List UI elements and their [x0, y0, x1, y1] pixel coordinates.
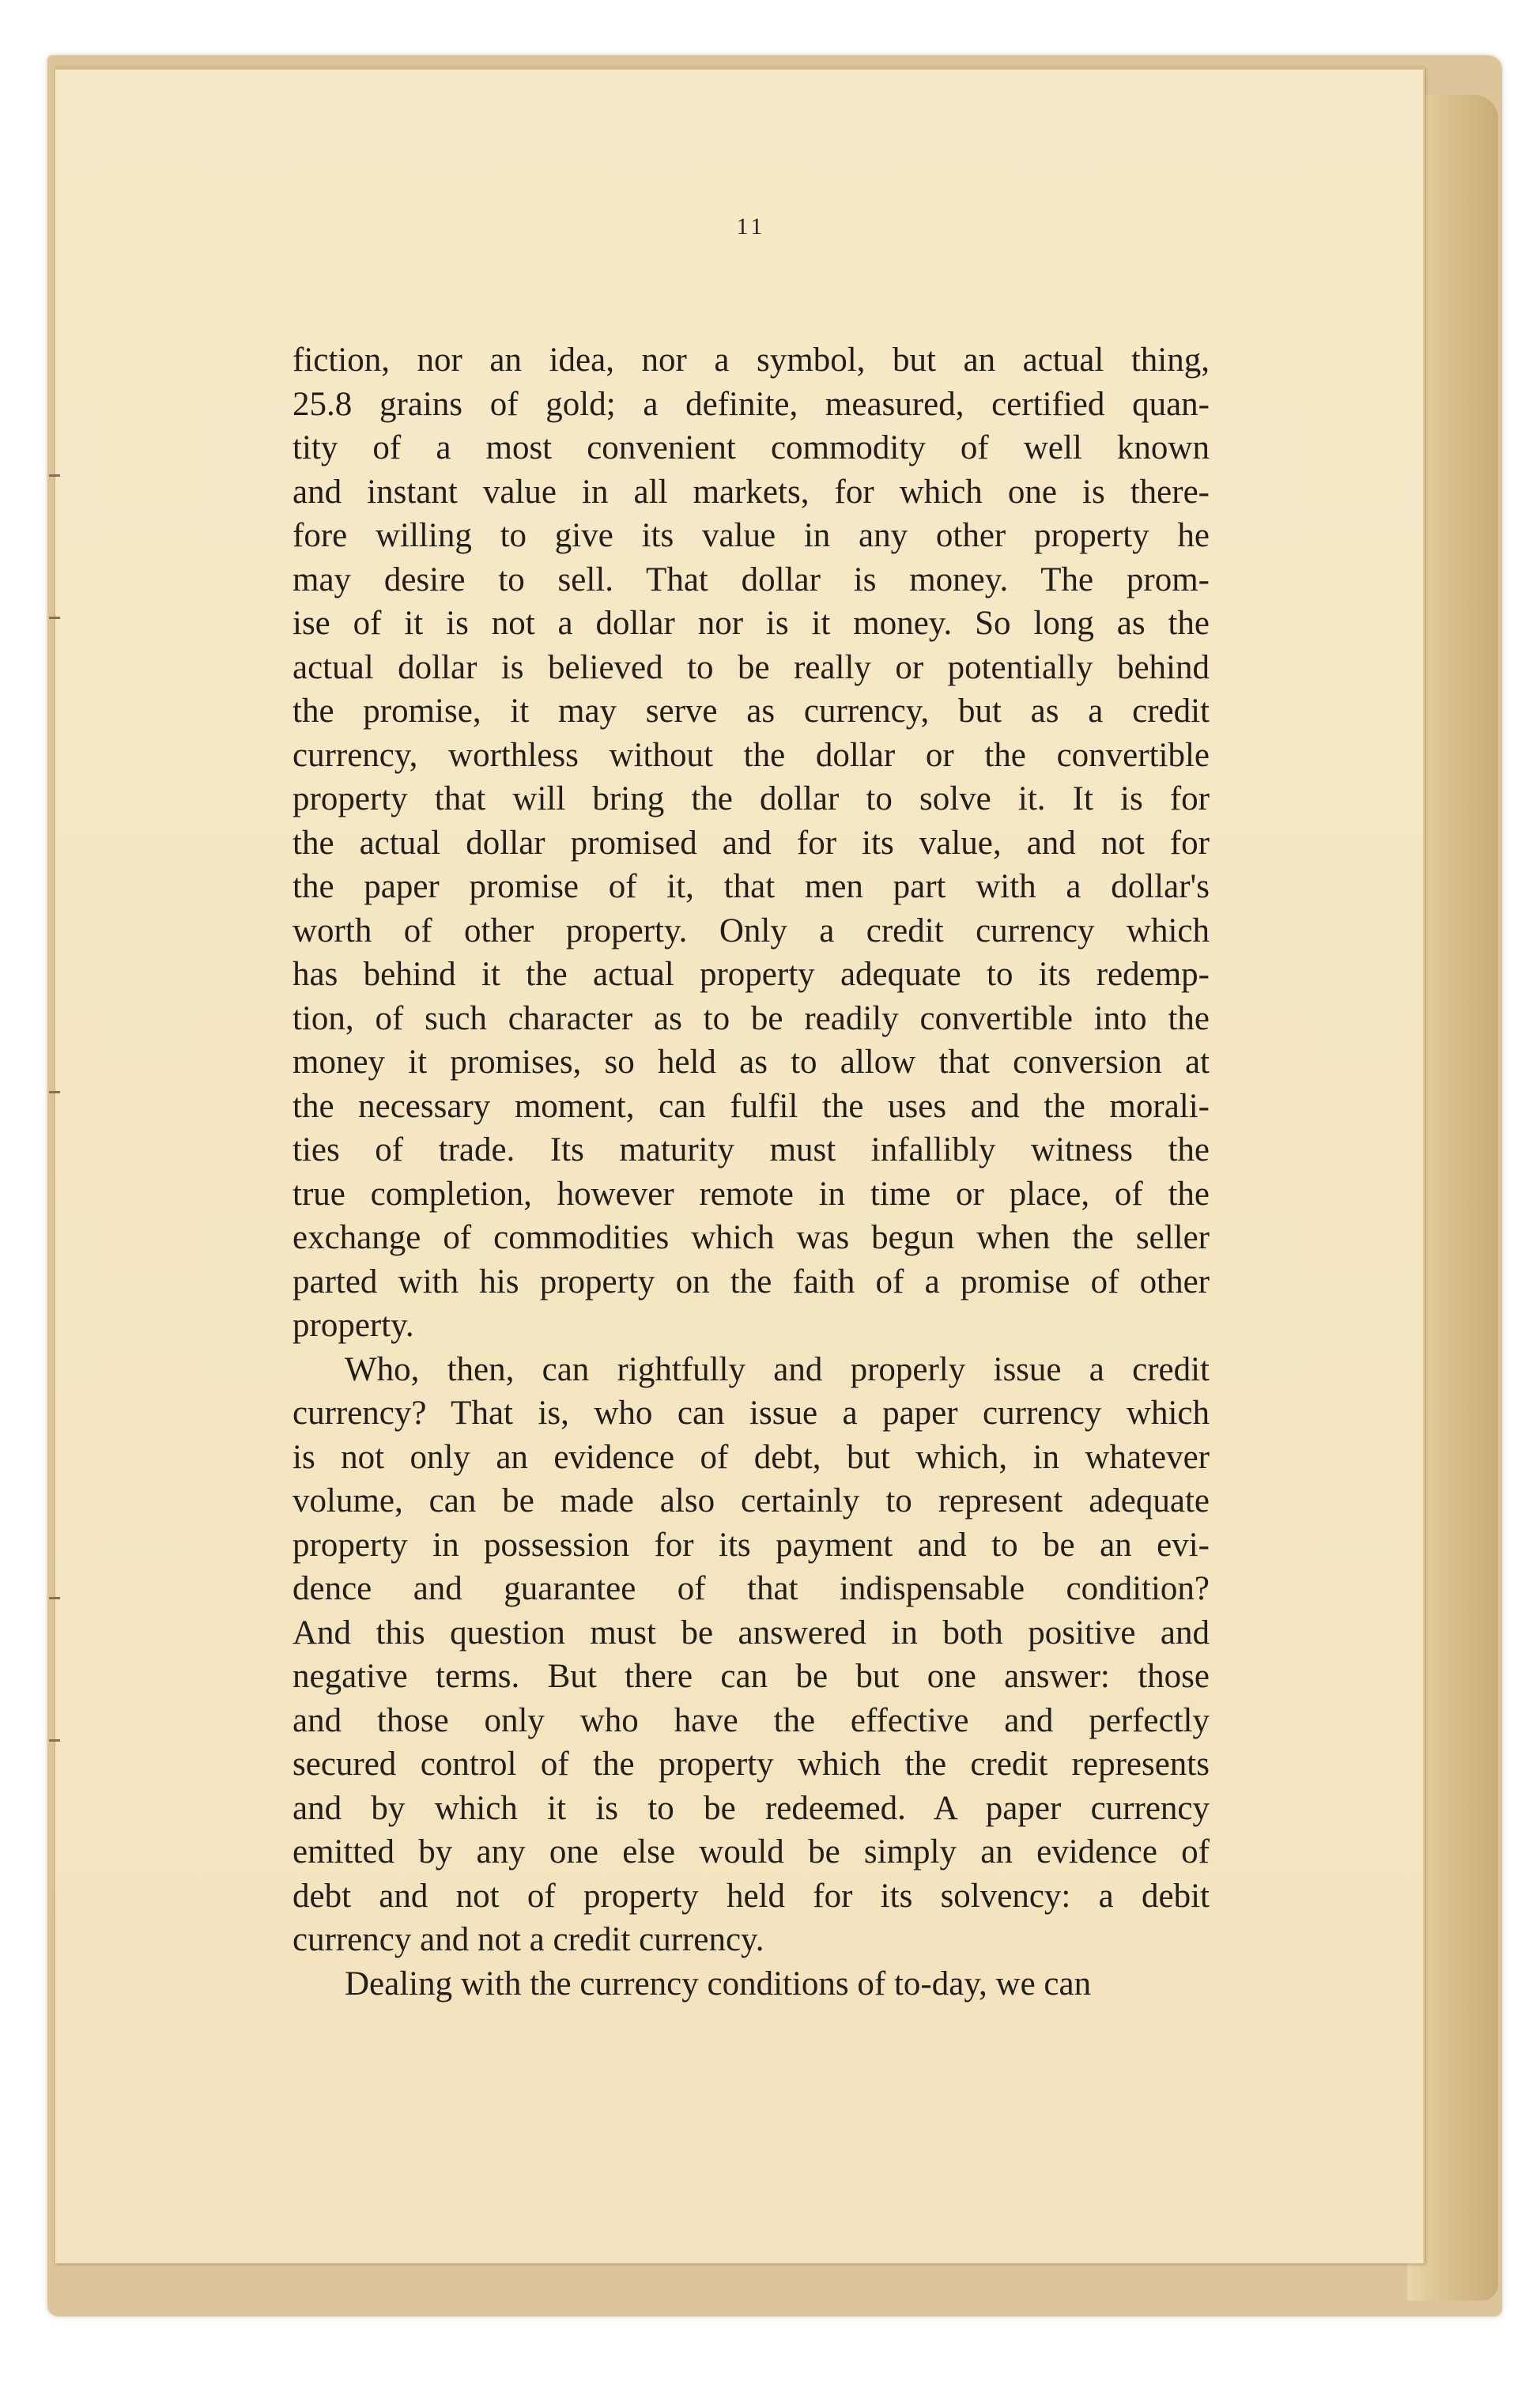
text-line: and instant value in all markets, for which one is there-	[293, 473, 1210, 511]
text-line: exchange of commodities which was begun when the seller	[293, 1219, 1210, 1256]
text-line: tion, of such character as to be readily convertible into the	[293, 999, 1210, 1037]
text-line: volume, can be made also certainly to represent adequate	[293, 1482, 1210, 1519]
binding-stitch	[49, 1597, 60, 1599]
text-line: property in possession for its payment and to be an evi-	[293, 1526, 1210, 1564]
text-line: emitted by any one else would be simply an evidence of	[293, 1833, 1210, 1870]
text-line: may desire to sell. That dollar is money. The prom-	[293, 561, 1210, 598]
text-line: currency? That is, who can issue a paper currency which	[293, 1395, 1210, 1432]
text-line: negative terms. But there can be but one answer: those	[293, 1658, 1210, 1695]
text-line: ise of it is not a dollar nor is it money. So long as the	[293, 605, 1210, 642]
text-line: fiction, nor an idea, nor a symbol, but an actual thing,	[293, 342, 1210, 379]
text-line: the actual dollar promised and for its value, and not for	[293, 824, 1210, 862]
text-line: secured control of the property which the credit represents	[293, 1746, 1210, 1783]
text-line-paragraph-end: property.	[293, 1307, 414, 1344]
text-line: currency, worthless without the dollar or the convertible	[293, 736, 1210, 774]
text-line: actual dollar is believed to be really or potentially behind	[293, 648, 1210, 686]
text-line: 25.8 grains of gold; a definite, measured, certified quan-	[293, 385, 1210, 423]
binding-stitch	[49, 617, 60, 619]
text-line: and by which it is to be redeemed. A paper currency	[293, 1789, 1210, 1827]
text-line: the paper promise of it, that men part with a dollar's	[293, 868, 1210, 905]
binding-stitch	[49, 474, 60, 477]
text-line: has behind it the actual property adequate to its redemp-	[293, 956, 1210, 993]
text-line: parted with his property on the faith of a promise of other	[293, 1263, 1210, 1300]
text-line: the promise, it may serve as currency, but as a credit	[293, 693, 1210, 730]
binding-stitch	[49, 1739, 60, 1742]
text-line: the necessary moment, can fulfil the uses and the morali-	[293, 1087, 1210, 1125]
text-line: ties of trade. Its maturity must infallibly witness the	[293, 1131, 1210, 1168]
text-line: worth of other property. Only a credit currency which	[293, 912, 1210, 949]
text-line: And this question must be answered in both positive and	[293, 1614, 1210, 1652]
text-line-paragraph-end: currency and not a credit currency.	[293, 1921, 764, 1958]
body-text	[293, 338, 1210, 2006]
text-line-paragraph-start: Dealing with the currency conditions of to-day, we can	[345, 1965, 1092, 2003]
text-line: dence and guarantee of that indispensable condition?	[293, 1570, 1210, 1607]
text-line: money it promises, so held as to allow that conversion at	[293, 1044, 1210, 1081]
text-line: is not only an evidence of debt, but which, in whatever	[293, 1438, 1210, 1476]
binding-stitch	[49, 1091, 60, 1093]
text-line: property that will bring the dollar to solve it. It is for	[293, 780, 1210, 817]
text-line: true completion, however remote in time or place, of the	[293, 1175, 1210, 1213]
text-line: and those only who have the effective and perfectly	[293, 1701, 1210, 1739]
page-number: 11	[736, 213, 766, 240]
text-line: debt and not of property held for its solvency: a debit	[293, 1877, 1210, 1915]
text-line: tity of a most convenient commodity of well known	[293, 429, 1210, 466]
text-line-paragraph-start: Who, then, can rightfully and properly issue a credit	[345, 1350, 1210, 1388]
text-line: fore willing to give its value in any other property he	[293, 517, 1210, 554]
